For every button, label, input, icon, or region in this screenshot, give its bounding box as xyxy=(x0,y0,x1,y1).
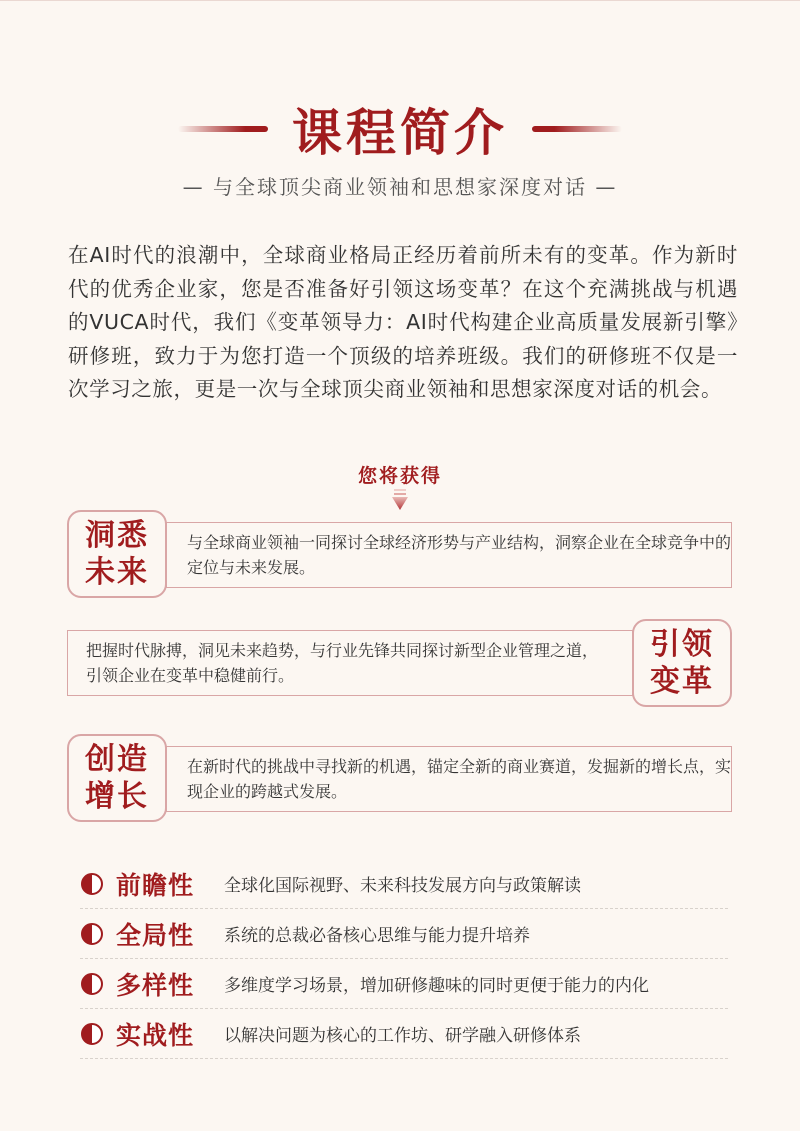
trait-desc: 全球化国际视野、未来科技发展方向与政策解读 xyxy=(224,876,581,896)
gain-item-text-box xyxy=(67,630,633,696)
gain-item-badge xyxy=(67,734,167,822)
badge-line-1: 创造 xyxy=(85,742,149,777)
gain-item-text-box xyxy=(166,746,732,812)
trait-desc: 以解决问题为核心的工作坊、研学融入研修体系 xyxy=(224,1026,581,1046)
half-filled-circle-icon xyxy=(80,972,104,996)
title-decor-line-left xyxy=(178,126,268,132)
gain-item-badge xyxy=(67,510,167,598)
badge-line-1: 引领 xyxy=(650,627,714,662)
gain-item-text: 把握时代脉搏，洞见未来趋势，与行业先锋共同探讨新型企业管理之道，引领企业在变革中稳健前行。 xyxy=(86,641,599,685)
gain-item-text: 在新时代的挑战中寻找新的机遇，锚定全新的商业赛道，发掘新的增长点，实现企业的跨越式发展。 xyxy=(187,757,732,801)
half-filled-circle-icon xyxy=(80,872,104,896)
trait-label: 全局性 xyxy=(116,920,195,950)
traits-list xyxy=(80,859,728,1059)
gain-item-text-box xyxy=(166,522,732,588)
trait-item-diversity xyxy=(80,959,728,1009)
gain-item-badge xyxy=(632,619,732,707)
trait-item-holistic xyxy=(80,909,728,959)
half-filled-circle-icon xyxy=(80,1022,104,1046)
trait-label: 前瞻性 xyxy=(116,870,195,900)
badge-line-2: 未来 xyxy=(85,555,149,590)
trait-item-practical xyxy=(80,1009,728,1059)
half-filled-circle-icon xyxy=(80,922,104,946)
badge-line-2: 增长 xyxy=(85,779,149,814)
page-title: 课程简介 xyxy=(292,104,508,162)
gain-item-text: 与全球商业领袖一同探讨全球经济形势与产业结构，洞察企业在全球竞争中的定位与未来发展。 xyxy=(187,533,732,577)
intro-paragraph: 在AI时代的浪潮中，全球商业格局正经历着前所未有的变革。作为新时代的优秀企业家，您是否准备好引领这场变革？在这个充满挑战与机遇的VUCA时代，我们《变革领导力：AI时代构建企业高质量发展新引擎》研修班，致力于为您打造一个顶级的培养班级。我们的研修班不仅是一次学习之旅，更是一次与全球顶尖商业领袖和思想家深度对话的机会。 xyxy=(68,243,738,401)
page-subtitle: — 与全球顶尖商业领袖和思想家深度对话 — xyxy=(182,175,618,199)
trait-label: 多样性 xyxy=(116,970,195,1000)
trait-label: 实战性 xyxy=(116,1020,195,1050)
trait-item-forward-looking xyxy=(80,859,728,909)
trait-desc: 系统的总裁必备核心思维与能力提升培养 xyxy=(224,926,530,946)
title-row xyxy=(0,99,800,162)
badge-line-2: 变革 xyxy=(650,664,714,699)
chevron-down-arrow-icon xyxy=(391,489,409,511)
title-decor-line-right xyxy=(532,126,622,132)
gains-heading: 您将获得 xyxy=(357,465,442,487)
trait-desc: 多维度学习场景，增加研修趣味的同时更便于能力的内化 xyxy=(224,976,649,996)
badge-line-1: 洞悉 xyxy=(85,518,149,553)
